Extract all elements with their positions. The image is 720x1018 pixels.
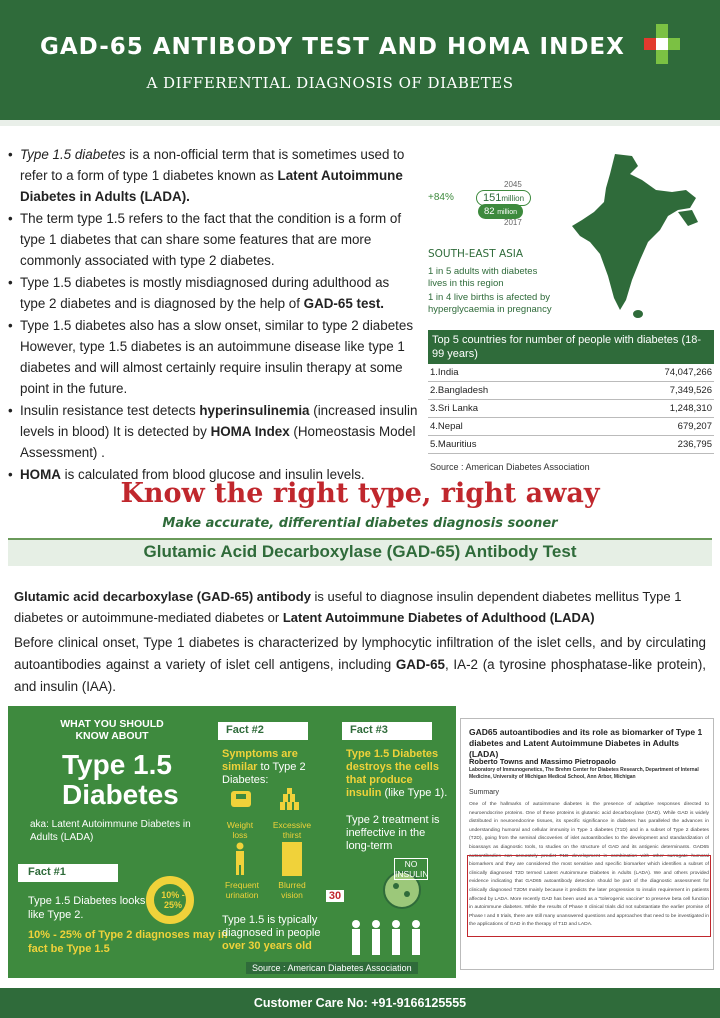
future-value: 151	[483, 192, 502, 204]
current-value-badge	[478, 204, 523, 219]
paper-abstract	[460, 718, 714, 970]
table-row	[428, 364, 714, 382]
fact3-highlight: Type 1.5 Diabetes destroys the cells that produce insulin	[346, 748, 439, 799]
customer-care-text: Customer Care No: +91-9166125555	[253, 996, 467, 1010]
water-bottles-icon	[278, 788, 302, 810]
fact2-label: Fact #2	[218, 722, 308, 740]
country-name: 3.Sri Lanka	[430, 403, 479, 414]
body-paragraph-2	[14, 632, 706, 698]
age-highlight: over 30 years old	[222, 940, 312, 952]
fact3-label: Fact #3	[342, 722, 432, 740]
future-year: 2045	[504, 180, 522, 189]
bullet-item	[8, 272, 418, 314]
country-name: 4.Nepal	[430, 421, 463, 432]
unit-label: million	[497, 209, 518, 216]
symptom-vision: Blurred vision	[278, 880, 306, 900]
fact1-text: Type 1.5 Diabetes looks like Type 2.	[28, 895, 146, 921]
paper-title: GAD65 autoantibodies and its role as biomarker of Type 1 diabetes and Latent Autoimmune Diabetes in Adults (LADA)	[469, 727, 703, 759]
paragraph-text: is useful to diagnose insulin dependent diabetes mellitus Type 1 diabetes or autoimmune-mediated diabetes or	[14, 589, 682, 625]
tagline-subheading: Make accurate, differential diabetes diagnosis sooner	[162, 516, 558, 531]
table-heading: Top 5 countries for number of people with diabetes (18-99 years)	[428, 330, 714, 364]
country-name: 5.Mauritius	[430, 439, 477, 450]
bullet-text: (increased insulin levels in blood) It is detected by	[20, 403, 418, 439]
bullet-bold: hyperinsulinemia	[199, 403, 310, 418]
table-row	[428, 418, 714, 436]
bullet-bold: Latent Autoimmune Diabetes in Adults (LADA).	[20, 168, 403, 204]
india-map-icon	[560, 150, 710, 320]
country-name: 2.Bangladesh	[430, 385, 489, 396]
country-name: 1.India	[430, 367, 459, 378]
country-value: 679,207	[677, 421, 712, 432]
country-value: 1,248,310	[669, 403, 712, 414]
region-label: SOUTH-EAST ASIA	[428, 248, 524, 260]
people-group-icon	[348, 918, 428, 956]
table-source: Source : American Diabetes Association	[430, 462, 590, 472]
section-title: Glutamic Acid Decarboxylase (GAD-65) Antibody Test	[143, 542, 577, 561]
intro-bullets	[8, 144, 418, 486]
increase-percent: +84%	[428, 192, 454, 203]
bullet-emphasis: Type 1.5 diabetes	[20, 147, 126, 162]
fact2-text	[222, 748, 332, 787]
country-value: 7,349,526	[669, 385, 712, 396]
region-stat-births: 1 in 4 live births is afected by hyperglycaemia in pregnancy	[428, 292, 552, 315]
bullet-text: Type 1.5 diabetes also has a slow onset, similar to type 2 diabetes However, type 1.5 diabetes is an autoimmune disease like type 1 diabetes and will almost certainly require insulin therapy at some point in the future.	[20, 318, 414, 396]
tagline-heading: Know the right type, right away	[120, 478, 600, 509]
bullet-bold: HOMA	[20, 467, 61, 482]
bullet-text: Insulin resistance test detects	[20, 403, 200, 418]
current-year: 2017	[504, 218, 522, 227]
symptom-urination: Frequent urination	[224, 880, 260, 900]
region-stat-adults: 1 in 5 adults with diabetes lives in this region	[428, 266, 538, 289]
age-badge: 30	[326, 890, 344, 902]
infographic-source: Source : American Diabetes Association	[246, 962, 418, 974]
paragraph-text: Before clinical onset, Type 1 diabetes is characterized by lymphocytic infiltration of the islet cells, and by circulating autoantibodies against a variety of islet cell antigens, including	[14, 635, 706, 672]
symptom-thirst: Excessive thirst	[272, 820, 312, 840]
bullet-item	[8, 144, 418, 207]
country-value: 74,047,266	[664, 367, 712, 378]
fact1-percent: 10% - 25%	[161, 890, 185, 910]
paragraph-bold: Glutamic acid decarboxylase (GAD-65) antibody	[14, 589, 311, 604]
page-title: GAD-65 ANTIBODY TEST AND HOMA INDEX	[40, 34, 625, 60]
fact2-rest: to Type 2 Diabetes:	[222, 761, 306, 786]
paper-affiliation: Laboratory of Immunogenetics, The Brehm Center for Diabetes Research, Department of Internal Medicine, University of Michigan Medical School, Ann Arbor, Michigan	[469, 767, 699, 780]
infographic-aka: aka: Latent Autoimmune Diabetes in Adults (LADA)	[30, 819, 191, 843]
top5-countries-table	[428, 330, 714, 472]
bullet-text: The term type 1.5 refers to the fact that the condition is a form of type 1 diabetes that can share some features that are more commonly associated with type 2 diabetes.	[20, 211, 402, 268]
paragraph-bold: GAD-65	[395, 657, 445, 672]
toilet-icon	[230, 842, 250, 876]
paper-authors: Roberto Towns and Massimo Pietropaolo	[469, 757, 616, 766]
paragraph-text: , IA-2 (a tyrosine phosphatase-like protein), and insulin (IAA).	[14, 657, 706, 694]
bullet-text: (Homeostasis Model Assessment) .	[20, 424, 416, 460]
infographic-kicker: WHAT YOU SHOULD KNOW ABOUT	[60, 718, 164, 742]
age-text-rest: Type 1.5 is typically diagnosed in people	[222, 914, 321, 939]
summary-text: One of the hallmarks of autoimmune diabetes is the presence of adaptive responses directed to neuroendocrine proteins. One of these proteins is glutamic acid decarboxylase (GAD). While GAD is widely distributed in neuroendocrine tissues, its specific significance in diabetes has paralleled the advances in understanding humoral and cellular immunity in Type 1 diabetes (T1D) and in a subset of Type 2 diabetes (T2D), going from the seminal discoveries of islet autoantibodies to the development and standardization of bioassays as diagnostic tools, to studies on the structure of GAD and its antigenic determinants. GAD65 autoantibodies can accurately predict T1D development in combination with other surrogate humoral biomarkers and they are considered the most sensitive and specific biomarker which identifies a subset of clinically diagnosed T2D termed Latent Autoimmune Diabetes in Adults (LADA). We and others provided evidence indicating that GAD65 autoantibody detection should be part of the diagnostic assessment for clinically diagnosed T2DM mainly because it predicts the later progression to insulin requirement in patients affected by LADA. More recently GAD has been used as a "tolerogenic vaccine" to preserve beta cell function in autoimmune diabetes. While the results of Phase II clinical trials did not substantiate the earlier promise of Phase I and II trials, there are still many unanswered questions and approaches that need to be investigated in the applications of GAD in the therapy of T1D and LADA.	[469, 802, 709, 928]
no-insulin-label: NO INSULIN	[395, 859, 429, 879]
bullet-item	[8, 400, 418, 463]
unit-label: million	[501, 194, 525, 203]
fact1-highlight: 10% - 25% of Type 2 diagnoses may in fact be Type 1.5	[28, 929, 228, 955]
fact2-highlight: Symptoms are similar	[222, 748, 298, 773]
highlight-box	[467, 855, 711, 937]
section-title-bar	[8, 538, 712, 566]
symptom-weight-loss: Weight loss	[226, 820, 254, 840]
bullet-item	[8, 315, 418, 399]
bullet-bold: HOMA Index	[210, 424, 290, 439]
table-row	[428, 436, 714, 454]
bullet-text: is a non-official term that is sometimes used to refer to a form of type 1 diabetes known as	[20, 147, 405, 183]
footer-bar	[0, 988, 720, 1018]
fact3-treatment: Type 2 treatment is ineffective in the long-term	[346, 814, 440, 852]
page-subtitle: A DIFFERENTIAL DIAGNOSIS OF DIABETES	[146, 74, 514, 92]
country-value: 236,795	[677, 439, 712, 450]
age-text	[222, 914, 342, 953]
paragraph-bold: Latent Autoimmune Diabetes of Adulthood (LADA)	[282, 610, 595, 625]
fact1-label: Fact #1	[18, 864, 118, 882]
medical-cross-icon	[640, 22, 684, 66]
bullet-text: Type 1.5 diabetes is mostly misdiagnosed during adulthood as type 2 diabetes and is diagnosed by the help of	[20, 275, 390, 311]
map-stats-panel	[420, 150, 720, 330]
table-row	[428, 382, 714, 400]
fact3-rest: (like Type 1).	[381, 787, 448, 799]
infographic-title: Type 1.5 Diabetes	[62, 749, 179, 810]
header-divider	[0, 120, 720, 126]
table-row	[428, 400, 714, 418]
bullet-bold: GAD-65 test.	[303, 296, 385, 311]
summary-label: Summary	[469, 789, 499, 796]
body-paragraph-1	[14, 586, 706, 628]
current-value: 82	[484, 206, 495, 217]
bullet-text: is calculated from blood glucose and insulin levels.	[60, 467, 365, 482]
bullet-item	[8, 208, 418, 271]
scale-icon	[230, 790, 252, 808]
type15-infographic	[8, 706, 456, 978]
fact3-text	[346, 748, 450, 800]
header-banner	[0, 0, 720, 120]
eye-chart-icon	[282, 842, 302, 876]
